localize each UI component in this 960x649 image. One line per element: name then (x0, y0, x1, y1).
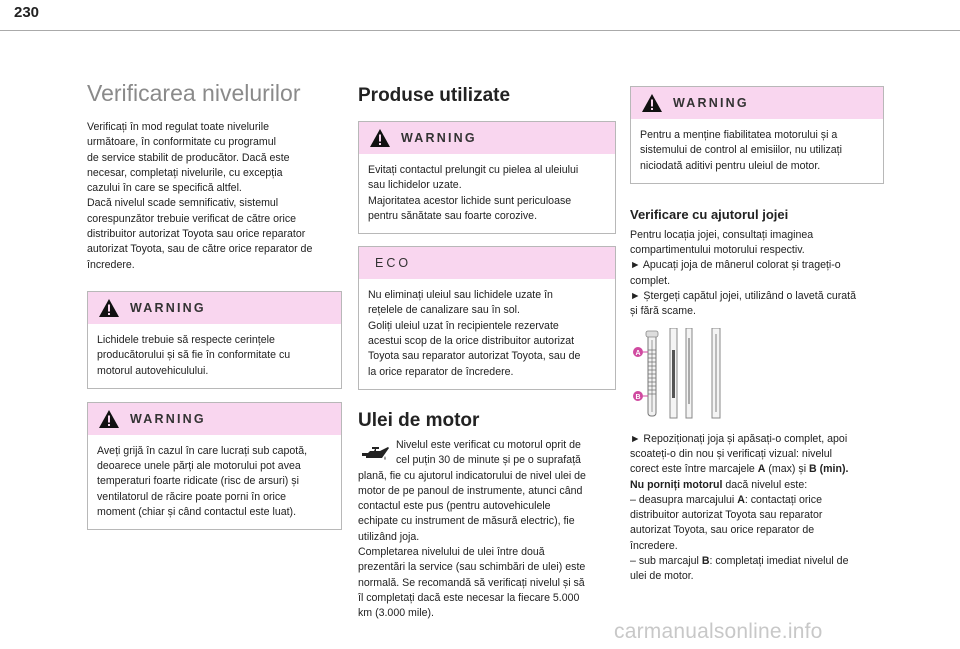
section-title-levels: Verificarea nivelurilor (87, 80, 301, 106)
warning-triangle-icon (98, 298, 120, 318)
text-line: ventilatorul de răcire poate porni în orice (97, 490, 287, 503)
text-line: ► Ștergeți capătul jojei, utilizând o lavetă curată (630, 290, 857, 303)
text-line: distribuitor autorizat Toyota sau orice reparator (87, 228, 306, 241)
text-line: Pentru locația jojei, consultați imaginea (630, 228, 814, 241)
text-line: temperaturi foarte ridicate (risc de arsuri) și (97, 475, 299, 488)
column-3 (630, 86, 884, 585)
text-line: Completarea nivelului de ulei între două (358, 546, 545, 559)
text-line: corespunzător trebuie verificat de către orice (87, 212, 297, 225)
text-line: încredere. (87, 258, 135, 271)
marker-a-label: A (635, 349, 641, 357)
column-1 (87, 78, 342, 530)
warning-box-skin-contact (358, 121, 616, 234)
oil-can-icon (358, 442, 390, 468)
text-line: compartimentului motorului respectiv. (630, 244, 805, 257)
text-line: producătorului și să fie în conformitate cu (97, 349, 291, 362)
text-line: moment (chiar și când contactul este luat). (97, 506, 297, 519)
warning-header (88, 292, 341, 324)
warning-box-hot-engine (87, 402, 342, 530)
text-line: sistemului de control al emisiilor, nu utilizați (640, 144, 842, 157)
warning-title: WARNING (130, 300, 206, 315)
section-title-products: Produse utilizate (358, 85, 511, 106)
column-2 (358, 83, 616, 622)
text-line: plană, fie cu ajutorul indicatorului de nivel ulei de (358, 469, 586, 482)
dipstick-check-text: ► Repoziționați joja și apăsați-o complet, apoi scoateți-o din nou și verificați vizual: nivelul corect este între marcajele A (max) și B (min). Nu porniți motorul dacă nivelul este: – deasupra marcajului A: contactați orice distribuitor autorizat Toyota sau reparator autorizat Toyota, sau orice reparator de încredere. – sub marcajul B: completați imediat nivelul de ulei de motor. (630, 432, 849, 583)
text-line: utilizând joja. (358, 530, 420, 543)
text-line: motorul autovehiculului. (97, 364, 209, 377)
eco-header (359, 247, 615, 279)
text-line: motor de pe panoul de instrumente, atunci când (358, 484, 583, 497)
warning-header (359, 122, 615, 154)
text-line: ► Apucați joja de mânerul colorat și trageți-o (630, 259, 841, 272)
warning-triangle-icon (369, 128, 391, 148)
text-line: de service stabilit de producător. Dacă este (87, 151, 290, 164)
dipstick-icon (630, 328, 730, 420)
engine-oil-text (358, 438, 616, 622)
marker-b-label: B (635, 393, 641, 401)
text-line: la orice reparator de încredere. (368, 365, 514, 378)
text-line: Evitați contactul prelungit cu pielea al uleiului (368, 164, 579, 176)
text-line: următoare, în conformitate cu programul (87, 136, 277, 149)
warning-title: WARNING (401, 131, 477, 145)
text-line: contactul este pus (pentru autovehiculele (358, 500, 551, 513)
text-line: Lichidele trebuie să respecte cerințele (97, 333, 275, 346)
warning-title: WARNING (130, 411, 206, 426)
warning-text (88, 324, 341, 388)
warning-title: WARNING (673, 96, 749, 110)
text-line: normală. Se recomandă să verificați nivelul și să (358, 576, 585, 589)
eco-text (359, 279, 615, 389)
warning-box-additives (630, 86, 884, 184)
text-line: Toyota sau reparator autorizat Toyota, sau de (368, 350, 581, 363)
text-line: Nu eliminați uleiul sau lichidele uzate în (368, 289, 553, 302)
top-rule (0, 30, 960, 31)
text-line: Majoritatea acestor lichide sunt periculoase (368, 194, 572, 207)
eco-box (358, 246, 616, 390)
page-number: 230 (14, 4, 40, 21)
warning-triangle-icon (641, 93, 663, 113)
text-line: echipate cu instrument de măsură electric), fie (358, 515, 575, 528)
warning-text (359, 154, 615, 233)
text-line: necesar, completați nivelurile, cu excepția (87, 166, 283, 179)
text-line: complet. (630, 274, 671, 287)
warning-triangle-icon (98, 409, 120, 429)
text-line: Goliți uleiul uzat în recipientele rezervate (368, 319, 559, 332)
dipstick-title: Verificare cu ajutorul jojei (630, 206, 789, 222)
text-line: și fără scame. (630, 305, 696, 318)
text-line: Nivelul este verificat cu motorul oprit de (396, 438, 581, 451)
warning-text (631, 119, 883, 183)
text-line: rețelele de canalizare sau în sol. (368, 304, 520, 317)
text-line: Pentru a menține fiabilitatea motorului și a (640, 129, 838, 141)
section-title-engine-oil: Ulei de motor (358, 409, 480, 431)
dipstick-steps (630, 228, 884, 320)
eco-title: ECO (375, 256, 412, 271)
text-line: cel puțin 30 de minute și pe o suprafață (396, 454, 581, 467)
text-line: Verificați în mod regulat toate nivelurile (87, 121, 269, 133)
text-line: prezentări la service (sau schimbări de ulei) este (358, 561, 586, 574)
text-line: cazului în care se specifică altfel. (87, 182, 242, 195)
text-line: sau lichidelor uzate. (368, 179, 462, 192)
text-line: deoarece unele părți ale motorului pot avea (97, 460, 301, 473)
warning-header (88, 403, 341, 435)
text-line: pentru sănătate sau foarte corozive. (368, 209, 538, 222)
text-line: acestui scop de la orice distribuitor autorizat (368, 335, 575, 348)
text-line: Aveți grijă în cazul în care lucrați sub capotă, (97, 444, 308, 457)
text-line: km (3.000 mile). (358, 607, 434, 620)
warning-header (631, 87, 883, 119)
text-line: autorizat Toyota, sau de către orice reparator de (87, 243, 313, 256)
dipstick-illustration (630, 328, 884, 420)
warning-box-fluids (87, 291, 342, 389)
text-line: Dacă nivelul scade semnificativ, sistemul (87, 197, 279, 210)
levels-intro (87, 120, 342, 273)
site-watermark: carmanualsonline.info (614, 620, 823, 643)
text-line: niciodată aditivi pentru uleiul de motor. (640, 159, 821, 172)
text-line: îl completați dacă este necesar la fiecare 5.000 (358, 591, 580, 604)
warning-text (88, 435, 341, 529)
